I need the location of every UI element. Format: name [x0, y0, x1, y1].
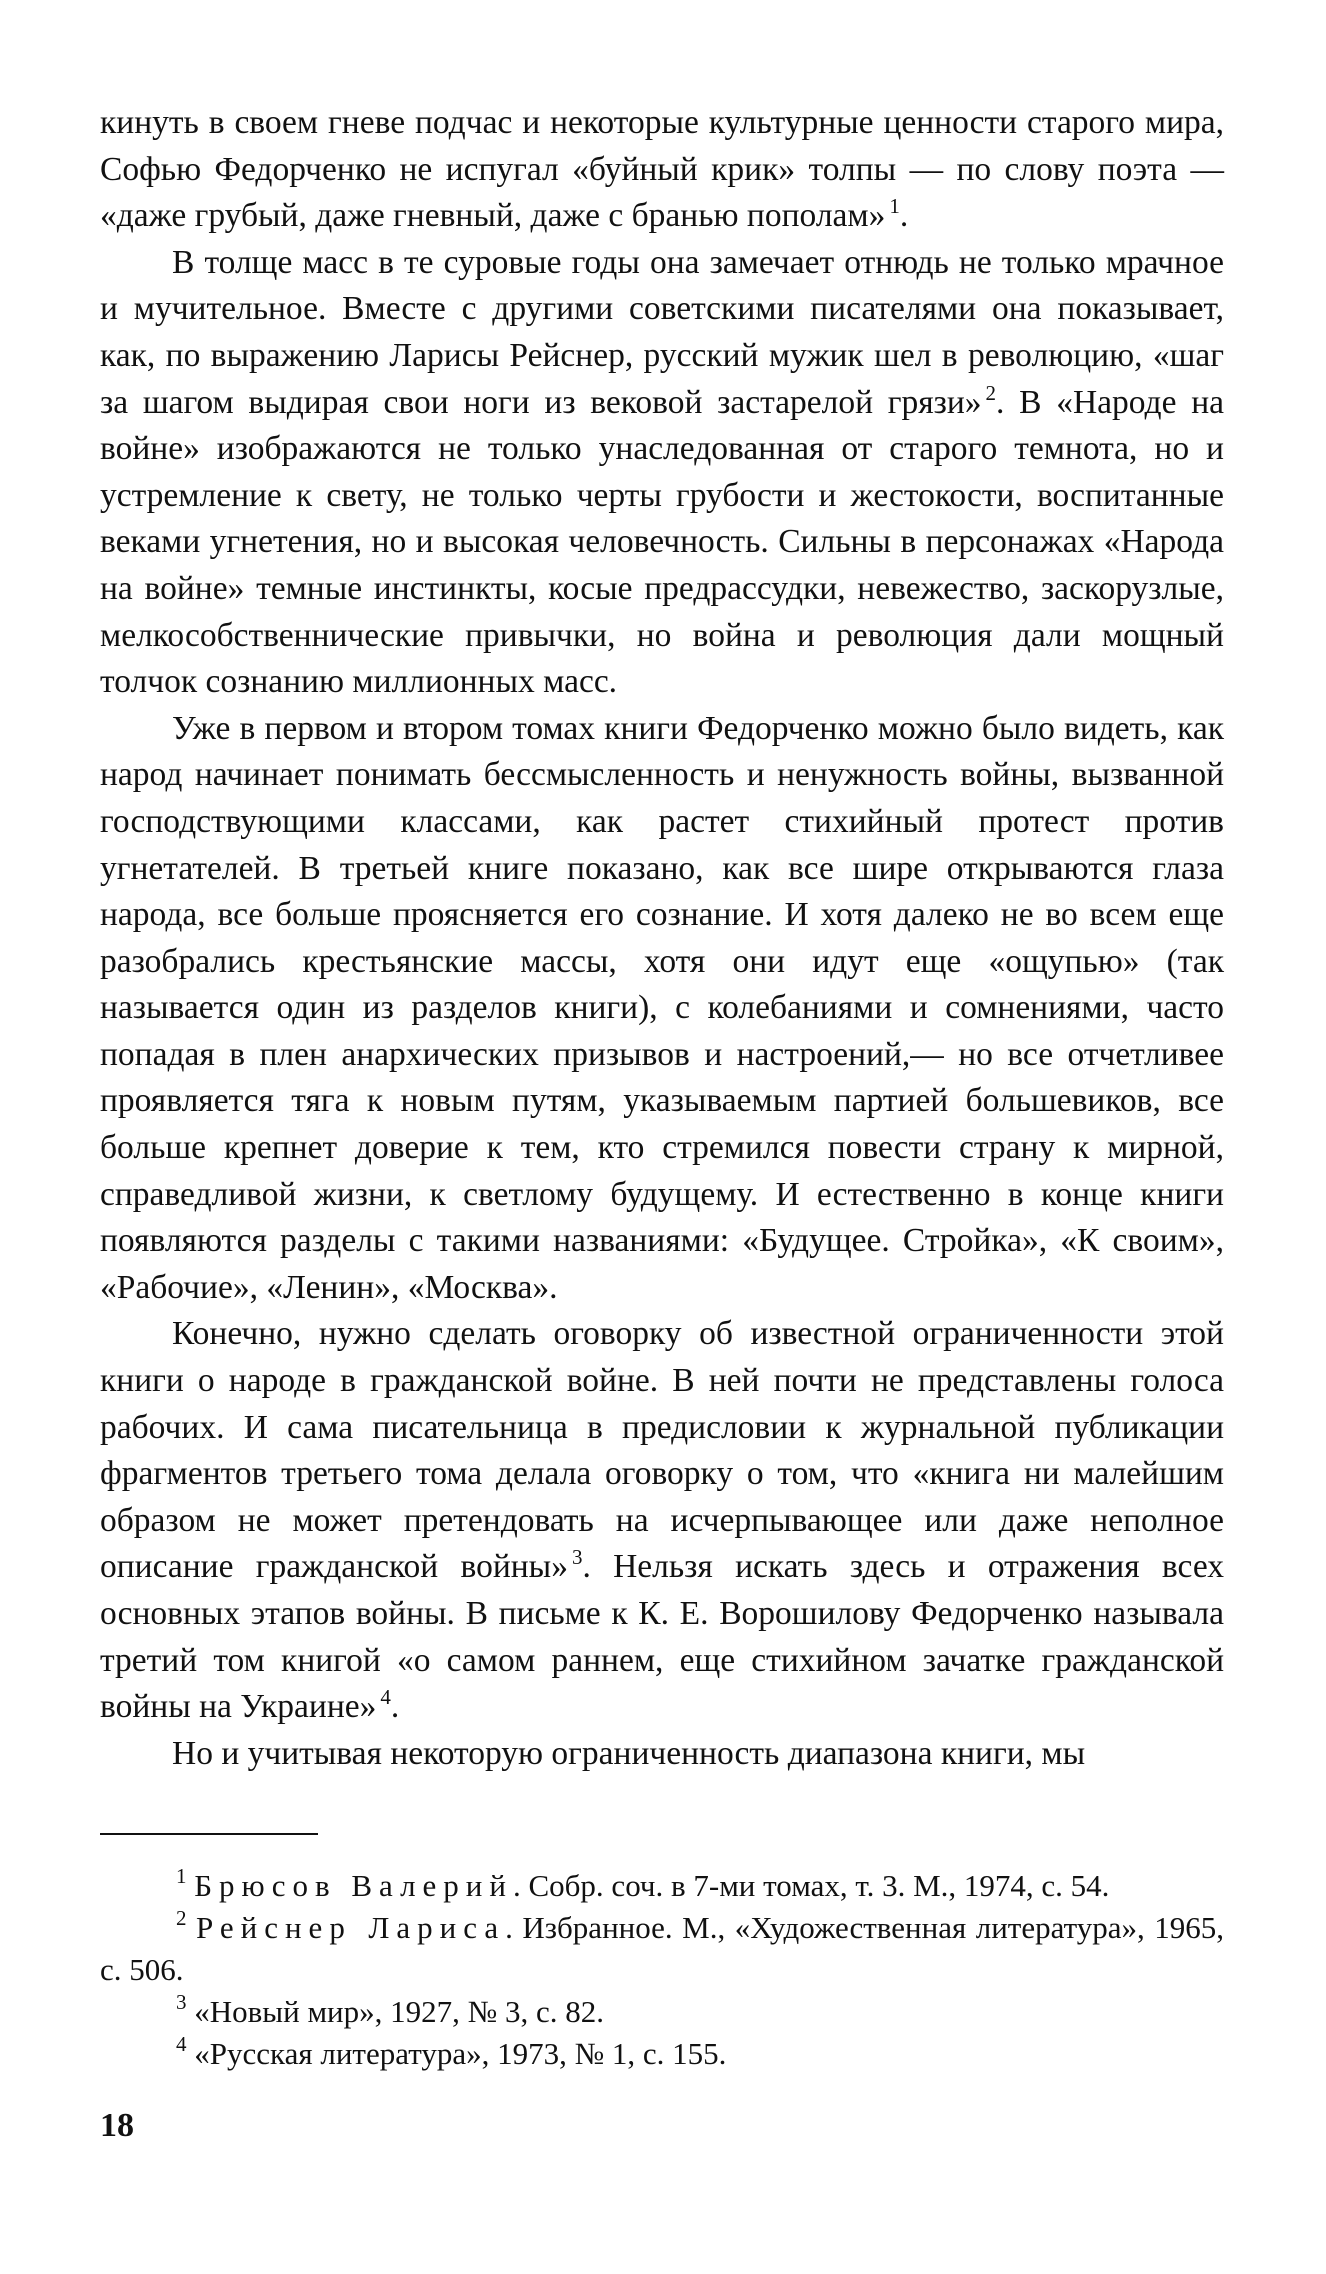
paragraph — [100, 240, 1224, 706]
paragraph — [100, 1311, 1224, 1730]
footnote-separator — [100, 1833, 318, 1835]
footnote-ref: 2 — [985, 380, 997, 405]
paragraph-text: Конечно, нужно сделать оговорку об известной ограниченности этой книги о народе в гражданской войне. В ней почти не представлены голоса рабочих. И сама писательница в предисловии к журнальной публикации фрагментов третьего тома делала оговорку о том, что «книга ни малейшим образом не может претендовать на исчерпывающее или даже неполное описание гражданской войны» — [100, 1315, 1224, 1586]
footnote-author: Брюсов Валерий — [194, 1868, 513, 1904]
paragraph — [100, 100, 1224, 240]
paragraph — [100, 1731, 1224, 1778]
body-text — [100, 100, 1224, 1777]
footnote-ref: 3 — [571, 1545, 583, 1570]
footnote-text: «Новый мир», 1927, № 3, с. 82. — [194, 1994, 604, 2030]
paragraph-text: . Нельзя искать здесь и отражения всех основных этапов войны. В письме к К. Е. Ворошилову Федорченко называла третий том книгой «о самом раннем, еще стихийном зачатке гражданской войны на Украине» — [100, 1548, 1224, 1726]
footnote-text: . Собр. соч. в 7-ми томах, т. 3. М., 1974, с. 54. — [512, 1868, 1110, 1904]
page-number: 18 — [100, 2107, 134, 2145]
paragraph-text: Уже в первом и втором томах книги Федорченко можно было видеть, как народ начинает понимать бессмысленность и ненужность войны, вызванной господствующими классами, как растет стихийный протест против угнетателей. В третьей книге показано, как все шире открываются глаза народа, все больше проясняется его сознание. И хотя далеко не во всем еще разобрались крестьянские массы, хотя они идут еще «ощупью» (так называется один из разделов книги), с колебаниями и сомнениями, часто попадая в плен анархических призывов и настроений,— но все отчетливее проявляется тяга к новым путям, указываемым партией большевиков, все больше крепнет доверие к тем, кто стремился повести страну к мирной, справедливой жизни, к светлому будущему. И естественно в конце книги появляются разделы с такими названиями: «Будущее. Стройка», «К своим», «Рабочие», «Ленин», «Москва». — [100, 709, 1224, 1306]
footnote-text: «Русская литература», 1973, № 1, с. 155. — [194, 2036, 727, 2072]
footnote-item — [100, 1865, 1224, 1907]
footnote-item — [100, 1991, 1224, 2033]
book-page — [100, 100, 1224, 2180]
footnotes — [100, 1865, 1224, 2075]
footnote-item — [100, 1907, 1224, 1991]
footnote-author: Рейснер Лариса — [196, 1910, 506, 1946]
paragraph-text: Но и учитывая некоторую ограниченность диапазона книги, мы — [172, 1734, 1086, 1772]
paragraph-text: В толще масс в те суровые годы она замечает отнюдь не только мрачное и мучительное. Вместе с другими советскими писателями она показывает, как, по выражению Ларисы Рейснер, русский мужик шел в революцию, «шаг за шагом выдирая свои ноги из вековой застарелой грязи» — [100, 243, 1224, 421]
paragraph-text: . — [390, 1688, 400, 1726]
paragraph-text: кинуть в своем гневе подчас и некоторые культурные ценности старого мира, Софью Федорченко не испугал «буйный крик» толпы — по слову поэта — «даже грубый, даже гневный, даже с бранью пополам» — [100, 104, 1224, 235]
footnote-number: 1 — [176, 1864, 187, 1889]
footnote-number: 4 — [176, 2032, 187, 2057]
footnote-number: 2 — [176, 1906, 187, 1931]
paragraph-text: . — [899, 197, 909, 235]
footnote-ref: 4 — [380, 1685, 391, 1710]
footnote-text: . Избранное. М., «Художественная литература», 1965, с. 506. — [100, 1910, 1224, 1988]
footnote-number: 3 — [176, 1990, 187, 2015]
footnote-item — [100, 2033, 1224, 2075]
paragraph-text: . В «Народе на войне» изображаются не только унаследованная от старого темнота, но и устремление к свету, не только черты грубости и жестокости, воспитанные веками угнетения, но и высокая человечность. Сильны в персонажах «Народа на войне» темные инстинкты, косые предрассудки, невежество, заскорузлые, мелкособственнические привычки, но война и революция дали мощный толчок сознанию миллионных масс. — [100, 383, 1224, 701]
paragraph — [100, 706, 1224, 1312]
footnote-ref: 1 — [889, 194, 900, 219]
